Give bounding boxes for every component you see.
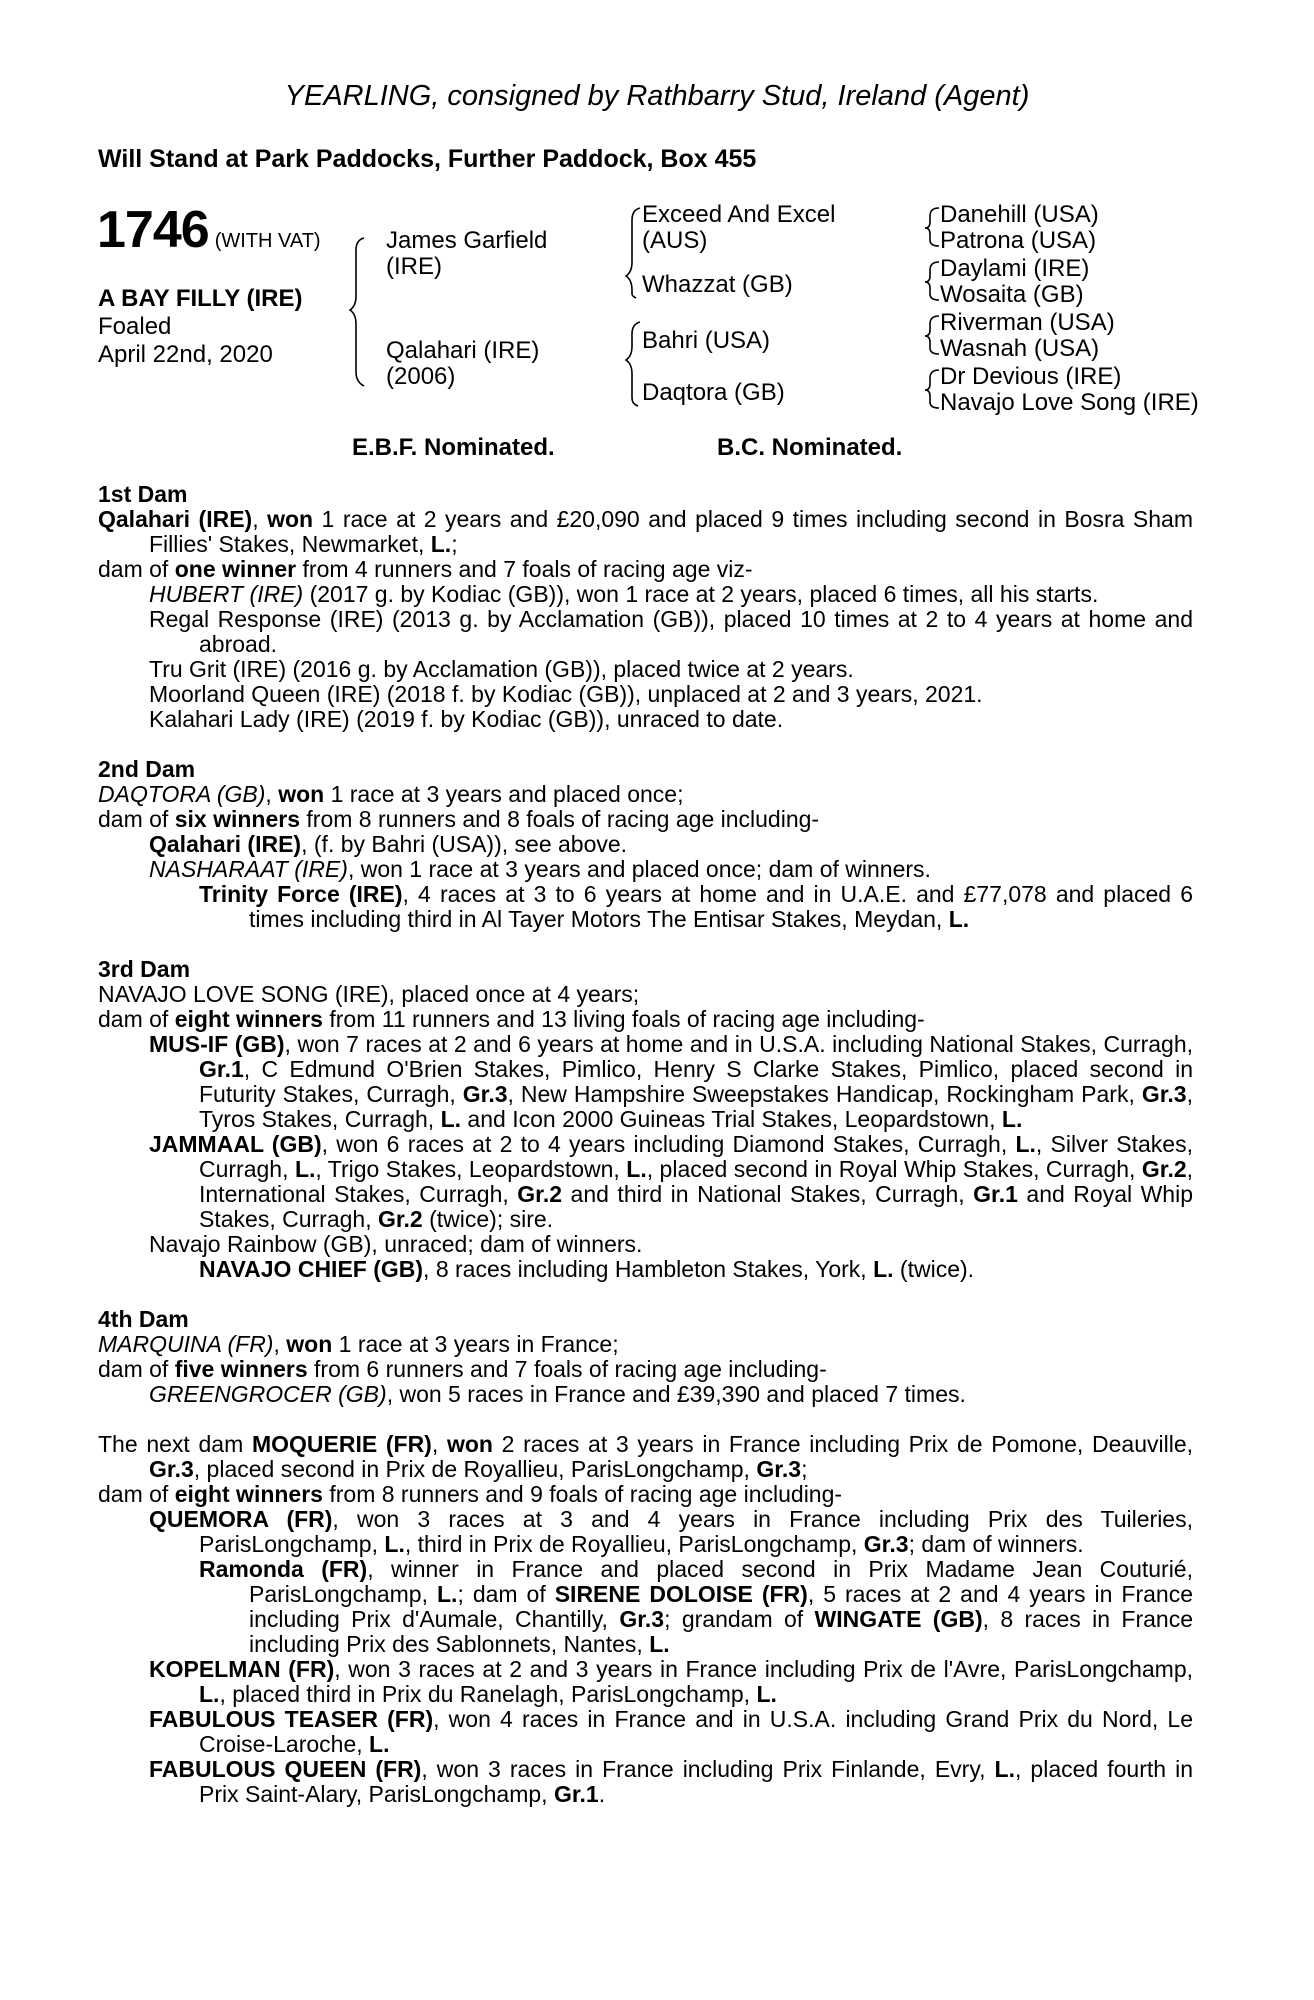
offspring-line: Navajo Rainbow (GB), unraced; dam of winners. (149, 1231, 643, 1257)
offspring-line: JAMMAAL (GB), won 6 races at 2 to 4 years including Diamond Stakes, Curragh, L., Silver Stakes, Curragh, L., Trigo Stakes, Leopardstown, L., placed second in Royal Whip Stakes, Curragh, Gr.2, International Stakes, Curragh, Gr.2 and third in National Stakes, Curragh, Gr.1 and Royal Whip Stakes, Curragh, Gr.2 (twice); sire. (149, 1131, 1194, 1232)
offspring-line: FABULOUS TEASER (FR), won 4 races in France and in U.S.A. including Grand Prix du Nord, Le Croise-Laroche, L. (149, 1706, 1193, 1757)
grandoffspring-line: NAVAJO CHIEF (GB), 8 races including Hambleton Stakes, York, L. (twice). (199, 1256, 975, 1282)
sire-sire: Exceed And Excel (AUS) (642, 201, 836, 254)
bracket-sire (626, 208, 640, 298)
third-dam-produce-summary: dam of eight winners from 11 runners and 13 living foals of racing age including- (98, 1006, 925, 1032)
next-dam-record: The next dam MOQUERIE (FR), won 2 races at 3 years in France including Prix de Pomone, Deauville, Gr.3, placed second in Prix de Royallieu, ParisLongchamp, Gr.3; (98, 1431, 1194, 1482)
second-dam-heading: 2nd Dam (98, 756, 196, 782)
offspring-line: Moorland Queen (IRE) (2018 f. by Kodiac (GB)), unplaced at 2 and 3 years, 2021. (149, 681, 983, 707)
offspring-line: Regal Response (IRE) (2013 g. by Acclamation (GB)), placed 10 times at 2 to 4 years at home and abroad. (149, 606, 1193, 657)
bc-nomination: B.C. Nominated. (717, 434, 903, 461)
offspring-line: Tru Grit (IRE) (2016 g. by Acclamation (GB)), placed twice at 2 years. (149, 656, 854, 682)
horse-name: A BAY FILLY (IRE) (98, 285, 303, 312)
foaled-label: Foaled (98, 313, 172, 340)
offspring-line: GREENGROCER (GB), won 5 races in France and £39,390 and placed 7 times. (149, 1381, 966, 1407)
sire: James Garfield (IRE) (386, 227, 548, 280)
ggp-4: Wosaita (GB) (940, 281, 1084, 308)
ggp-2: Patrona (USA) (940, 227, 1097, 254)
offspring-line: NASHARAAT (IRE), won 1 race at 3 years and placed once; dam of winners. (149, 856, 931, 882)
sire-dam: Whazzat (GB) (642, 271, 793, 298)
bracket-ggp4 (925, 370, 939, 408)
fourth-dam-heading: 4th Dam (98, 1306, 189, 1332)
ggp-1: Danehill (USA) (940, 201, 1099, 228)
offspring-line: Kalahari Lady (IRE) (2019 f. by Kodiac (GB)), unraced to date. (149, 706, 784, 732)
consignor-header: YEARLING, consigned by Rathbarry Stud, Ireland (Agent) (284, 80, 1030, 112)
foaled-date: April 22nd, 2020 (98, 341, 273, 368)
offspring-line: QUEMORA (FR), won 3 races at 3 and 4 years in France including Prix des Tuileries, ParisLongchamp, L., third in Prix de Royallieu, ParisLongchamp, Gr.3; dam of winners. (149, 1506, 1193, 1557)
ggp-5: Riverman (USA) (940, 309, 1115, 336)
offspring-line: KOPELMAN (FR), won 3 races at 2 and 3 years in France including Prix de l'Avre, ParisLongchamp, L., placed third in Prix du Ranelagh, ParisLongchamp, L. (149, 1656, 1193, 1707)
ebf-nomination: E.B.F. Nominated. (352, 434, 555, 461)
produce-record (98, 482, 1193, 1807)
grandoffspring-line: Trinity Force (IRE), 4 races at 3 to 6 years at home and in U.A.E. and £77,078 and placed 6 times including third in Al Tayer Motors The Entisar Stakes, Meydan, L. (199, 881, 1193, 932)
vat-note: (WITH VAT) (214, 230, 321, 252)
bracket-gen1 (350, 238, 364, 386)
third-dam-record: NAVAJO LOVE SONG (IRE), placed once at 4 years; (98, 981, 640, 1007)
bracket-ggp1 (925, 208, 939, 246)
stand-location: Will Stand at Park Paddocks, Further Paddock, Box 455 (98, 145, 757, 173)
first-dam-heading: 1st Dam (98, 481, 188, 507)
first-dam-record: Qalahari (IRE), won 1 race at 2 years and £20,090 and placed 9 times including second in Bosra Sham Fillies' Stakes, Newmarket, L.; (98, 506, 1193, 557)
dam: Qalahari (IRE) (2006) (386, 337, 540, 390)
offspring-line: Qalahari (IRE), (f. by Bahri (USA)), see above. (149, 831, 628, 857)
offspring-line: HUBERT (IRE) (2017 g. by Kodiac (GB)), won 1 race at 2 years, placed 6 times, all his starts. (149, 581, 1099, 607)
offspring-line: FABULOUS QUEEN (FR), won 3 races in France including Prix Finlande, Evry, L., placed fourth in Prix Saint-Alary, ParisLongchamp, Gr.1. (149, 1756, 1193, 1807)
dam-dam: Daqtora (GB) (642, 379, 785, 406)
fourth-dam-record: MARQUINA (FR), won 1 race at 3 years in France; (98, 1331, 619, 1357)
ggp-8: Navajo Love Song (IRE) (940, 389, 1199, 416)
first-dam-produce-summary: dam of one winner from 4 runners and 7 foals of racing age viz- (98, 556, 753, 582)
grandoffspring-line: Ramonda (FR), winner in France and placed second in Prix Madame Jean Couturié, ParisLongchamp, L.; dam of SIRENE DOLOISE (FR), 5 races at 2 and 4 years in France including Prix d'Aumale, Chantilly, Gr.3; grandam of WINGATE (GB), 8 races in France including Prix des Sablonnets, Nantes, L. (199, 1556, 1194, 1657)
bracket-ggp3 (925, 316, 939, 354)
lot-number: 1746 (97, 201, 209, 259)
ggp-6: Wasnah (USA) (940, 335, 1100, 362)
third-dam-heading: 3rd Dam (98, 956, 191, 982)
bracket-ggp2 (925, 262, 939, 300)
ggp-3: Daylami (IRE) (940, 255, 1090, 282)
ggp-7: Dr Devious (IRE) (940, 363, 1122, 390)
fourth-dam-produce-summary: dam of five winners from 6 runners and 7 foals of racing age including- (98, 1356, 827, 1382)
second-dam-produce-summary: dam of six winners from 8 runners and 8 foals of racing age including- (98, 806, 820, 832)
offspring-line: MUS-IF (GB), won 7 races at 2 and 6 years at home and in U.S.A. including National Stakes, Curragh, Gr.1, C Edmund O'Brien Stakes, Pimlico, Henry S Clarke Stakes, Pimlico, placed second in Futurity Stakes, Curragh, Gr.3, New Hampshire Sweepstakes Handicap, Rockingham Park, Gr.3, Tyros Stakes, Curragh, L. and Icon 2000 Guineas Trial Stakes, Leopardstown, L. (149, 1031, 1193, 1132)
second-dam-record: DAQTORA (GB), won 1 race at 3 years and placed once; (98, 781, 684, 807)
next-dam-produce-summary: dam of eight winners from 8 runners and 9 foals of racing age including- (98, 1481, 843, 1507)
bracket-dam (626, 322, 640, 406)
dam-sire: Bahri (USA) (642, 327, 771, 354)
